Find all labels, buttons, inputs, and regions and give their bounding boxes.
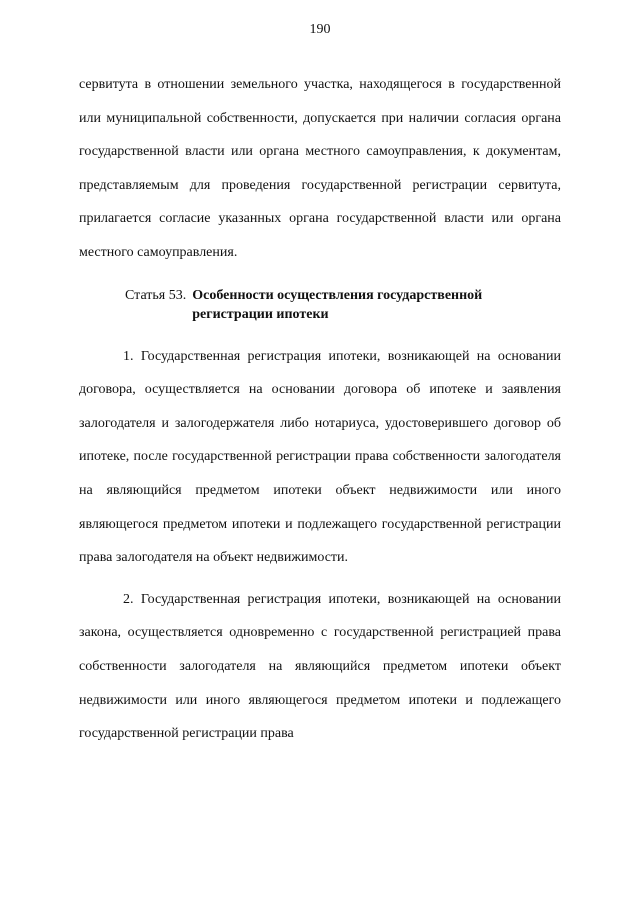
article-title: Особенности осуществления государственной регистрации ипотеки xyxy=(192,287,483,322)
paragraph-2: 2. Государственная регистрация ипотеки, возникающей на основании закона, осуществляется одновременно с государственной регистрацией права собственности залогодателя на являющийся предметом ипотеки объект недвижимости или иного являющегося предметом ипотеки и подлежащего государственной регистрации права xyxy=(79,591,561,742)
intro-paragraph: сервитута в отношении земельного участка, находящегося в государственной или муниципальной собственности, допускается при наличии согласия органа государственной власти или органа местного самоуправления, к документам, представляемым для проведения государственной регистрации сервитута, прилагается согласие указанных органа государственной власти или органа местного самоуправления. xyxy=(79,77,561,260)
article-heading xyxy=(125,286,561,324)
paragraph-1: 1. Государственная регистрация ипотеки, возникающей на основании договора, осуществляется на основании договора об ипотеке и заявления залогодателя и залогодержателя либо нотариуса, удостоверившего договор об ипотеке, после государственной регистрации права собственности залогодателя на являющийся предметом ипотеки объект недвижимости или иного являющегося предметом ипотеки и подлежащего государственной регистрации права залогодателя на объект недвижимости. xyxy=(79,348,561,566)
page-number: 190 xyxy=(309,22,331,37)
document-body xyxy=(79,68,561,751)
article-label: Статья 53. xyxy=(125,287,187,303)
